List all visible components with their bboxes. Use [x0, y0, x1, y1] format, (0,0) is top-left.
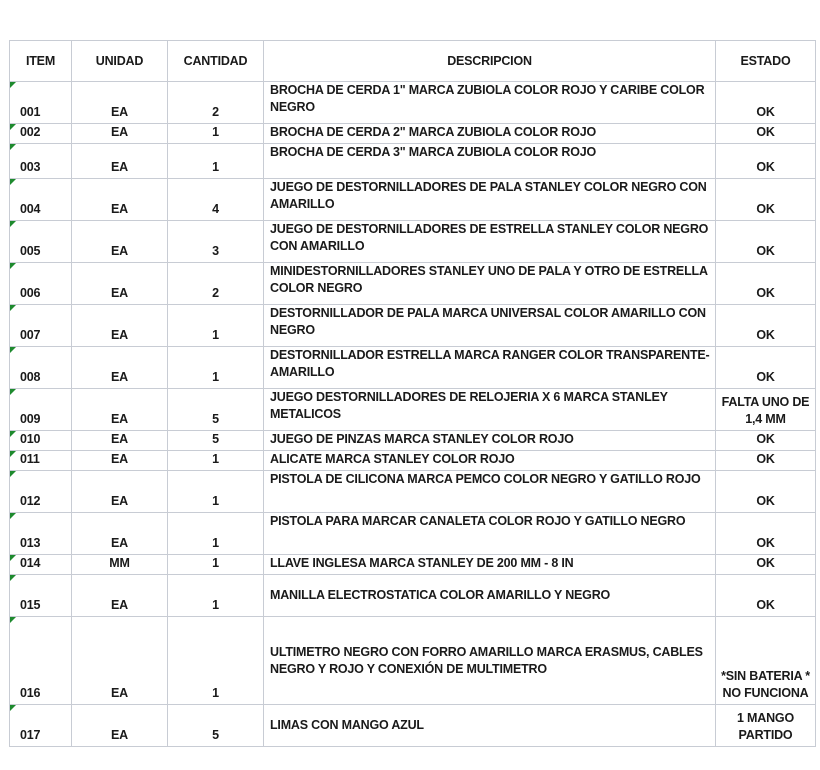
- cell-unidad: EA: [72, 575, 168, 617]
- cell-estado: *SIN BATERIA * NO FUNCIONA: [716, 617, 816, 705]
- cell-unidad: EA: [72, 144, 168, 179]
- cell-item: [10, 82, 72, 124]
- table-row: [10, 179, 816, 221]
- cell-unidad: EA: [72, 221, 168, 263]
- cell-estado: OK: [716, 451, 816, 471]
- table-row: [10, 82, 816, 124]
- cell-descripcion: BROCHA DE CERDA 3" MARCA ZUBIOLA COLOR ROJO: [264, 144, 716, 179]
- item-number: 012: [20, 494, 41, 508]
- cell-item: [10, 263, 72, 305]
- inventory-table: [9, 40, 816, 747]
- cell-descripcion: MANILLA ELECTROSTATICA COLOR AMARILLO Y NEGRO: [264, 575, 716, 617]
- error-indicator-icon: [10, 471, 16, 477]
- error-indicator-icon: [10, 705, 16, 711]
- item-number: 013: [20, 536, 41, 550]
- cell-cantidad: 2: [168, 263, 264, 305]
- cell-descripcion: JUEGO DE PINZAS MARCA STANLEY COLOR ROJO: [264, 431, 716, 451]
- cell-item: [10, 144, 72, 179]
- cell-estado: OK: [716, 179, 816, 221]
- cell-descripcion: JUEGO DESTORNILLADORES DE RELOJERIA X 6 MARCA STANLEY METALICOS: [264, 389, 716, 431]
- error-indicator-icon: [10, 575, 16, 581]
- cell-descripcion: ULTIMETRO NEGRO CON FORRO AMARILLO MARCA ERASMUS, CABLES NEGRO Y ROJO Y CONEXIÓN DE MULTIMETRO: [264, 617, 716, 705]
- error-indicator-icon: [10, 513, 16, 519]
- cell-descripcion: DESTORNILLADOR DE PALA MARCA UNIVERSAL COLOR AMARILLO CON NEGRO: [264, 305, 716, 347]
- cell-item: [10, 305, 72, 347]
- item-number: 006: [20, 286, 41, 300]
- error-indicator-icon: [10, 555, 16, 561]
- cell-cantidad: 4: [168, 179, 264, 221]
- item-number: 005: [20, 244, 41, 258]
- cell-unidad: MM: [72, 555, 168, 575]
- cell-cantidad: 1: [168, 617, 264, 705]
- item-number: 004: [20, 202, 41, 216]
- cell-descripcion: BROCHA DE CERDA 2" MARCA ZUBIOLA COLOR ROJO: [264, 124, 716, 144]
- cell-unidad: EA: [72, 305, 168, 347]
- cell-unidad: EA: [72, 389, 168, 431]
- item-number: 003: [20, 160, 41, 174]
- table-row: [10, 305, 816, 347]
- item-number: 014: [20, 556, 41, 570]
- cell-estado: OK: [716, 431, 816, 451]
- cell-cantidad: 5: [168, 705, 264, 747]
- cell-descripcion: JUEGO DE DESTORNILLADORES DE ESTRELLA STANLEY COLOR NEGRO CON AMARILLO: [264, 221, 716, 263]
- cell-cantidad: 1: [168, 575, 264, 617]
- header-item: ITEM: [10, 41, 72, 82]
- cell-estado: OK: [716, 513, 816, 555]
- cell-item: [10, 705, 72, 747]
- cell-unidad: EA: [72, 617, 168, 705]
- cell-estado: OK: [716, 263, 816, 305]
- item-number: 017: [20, 728, 41, 742]
- inventory-sheet: [9, 40, 816, 747]
- cell-unidad: EA: [72, 431, 168, 451]
- table-row: [10, 705, 816, 747]
- cell-unidad: EA: [72, 471, 168, 513]
- error-indicator-icon: [10, 451, 16, 457]
- cell-cantidad: 1: [168, 555, 264, 575]
- cell-unidad: EA: [72, 263, 168, 305]
- cell-cantidad: 5: [168, 431, 264, 451]
- table-row: [10, 263, 816, 305]
- header-unidad: UNIDAD: [72, 41, 168, 82]
- cell-cantidad: 1: [168, 144, 264, 179]
- header-cantidad: CANTIDAD: [168, 41, 264, 82]
- cell-estado: OK: [716, 471, 816, 513]
- cell-item: [10, 471, 72, 513]
- cell-descripcion: BROCHA DE CERDA 1" MARCA ZUBIOLA COLOR ROJO Y CARIBE COLOR NEGRO: [264, 82, 716, 124]
- cell-descripcion: MINIDESTORNILLADORES STANLEY UNO DE PALA Y OTRO DE ESTRELLA COLOR NEGRO: [264, 263, 716, 305]
- cell-item: [10, 179, 72, 221]
- table-row: [10, 347, 816, 389]
- cell-estado: FALTA UNO DE 1,4 MM: [716, 389, 816, 431]
- item-number: 001: [20, 105, 41, 119]
- cell-item: [10, 555, 72, 575]
- table-row: [10, 471, 816, 513]
- item-number: 002: [20, 125, 41, 139]
- cell-cantidad: 3: [168, 221, 264, 263]
- item-number: 009: [20, 412, 41, 426]
- error-indicator-icon: [10, 82, 16, 88]
- table-row: [10, 555, 816, 575]
- cell-item: [10, 347, 72, 389]
- item-number: 010: [20, 432, 41, 446]
- error-indicator-icon: [10, 305, 16, 311]
- cell-descripcion: LLAVE INGLESA MARCA STANLEY DE 200 MM - 8 IN: [264, 555, 716, 575]
- error-indicator-icon: [10, 124, 16, 130]
- cell-item: [10, 389, 72, 431]
- error-indicator-icon: [10, 179, 16, 185]
- cell-cantidad: 1: [168, 124, 264, 144]
- cell-estado: OK: [716, 221, 816, 263]
- table-row: [10, 389, 816, 431]
- cell-item: [10, 451, 72, 471]
- cell-cantidad: 1: [168, 471, 264, 513]
- table-row: [10, 431, 816, 451]
- cell-cantidad: 1: [168, 305, 264, 347]
- table-row: [10, 513, 816, 555]
- error-indicator-icon: [10, 221, 16, 227]
- item-number: 007: [20, 328, 41, 342]
- cell-estado: OK: [716, 124, 816, 144]
- cell-item: [10, 513, 72, 555]
- cell-item: [10, 221, 72, 263]
- table-row: [10, 617, 816, 705]
- error-indicator-icon: [10, 431, 16, 437]
- cell-descripcion: JUEGO DE DESTORNILLADORES DE PALA STANLEY COLOR NEGRO CON AMARILLO: [264, 179, 716, 221]
- cell-unidad: EA: [72, 82, 168, 124]
- table-row: [10, 575, 816, 617]
- table-row: [10, 451, 816, 471]
- cell-unidad: EA: [72, 513, 168, 555]
- cell-unidad: EA: [72, 179, 168, 221]
- cell-estado: 1 MANGO PARTIDO: [716, 705, 816, 747]
- cell-unidad: EA: [72, 451, 168, 471]
- error-indicator-icon: [10, 617, 16, 623]
- error-indicator-icon: [10, 144, 16, 150]
- cell-cantidad: 1: [168, 347, 264, 389]
- cell-estado: OK: [716, 347, 816, 389]
- cell-descripcion: LIMAS CON MANGO AZUL: [264, 705, 716, 747]
- cell-unidad: EA: [72, 124, 168, 144]
- cell-estado: OK: [716, 305, 816, 347]
- cell-cantidad: 1: [168, 513, 264, 555]
- table-row: [10, 124, 816, 144]
- table-body: [10, 82, 816, 747]
- item-number: 011: [20, 452, 40, 466]
- cell-estado: OK: [716, 82, 816, 124]
- header-estado: ESTADO: [716, 41, 816, 82]
- cell-estado: OK: [716, 144, 816, 179]
- cell-item: [10, 124, 72, 144]
- cell-descripcion: ALICATE MARCA STANLEY COLOR ROJO: [264, 451, 716, 471]
- item-number: 016: [20, 686, 41, 700]
- item-number: 015: [20, 598, 41, 612]
- cell-estado: OK: [716, 575, 816, 617]
- cell-cantidad: 1: [168, 451, 264, 471]
- cell-item: [10, 575, 72, 617]
- cell-estado: OK: [716, 555, 816, 575]
- error-indicator-icon: [10, 347, 16, 353]
- cell-cantidad: 2: [168, 82, 264, 124]
- table-row: [10, 144, 816, 179]
- cell-item: [10, 617, 72, 705]
- cell-item: [10, 431, 72, 451]
- cell-descripcion: PISTOLA DE CILICONA MARCA PEMCO COLOR NEGRO Y GATILLO ROJO: [264, 471, 716, 513]
- header-descripcion: DESCRIPCION: [264, 41, 716, 82]
- item-number: 008: [20, 370, 41, 384]
- cell-unidad: EA: [72, 705, 168, 747]
- cell-descripcion: PISTOLA PARA MARCAR CANALETA COLOR ROJO Y GATILLO NEGRO: [264, 513, 716, 555]
- error-indicator-icon: [10, 389, 16, 395]
- table-row: [10, 221, 816, 263]
- cell-descripcion: DESTORNILLADOR ESTRELLA MARCA RANGER COLOR TRANSPARENTE-AMARILLO: [264, 347, 716, 389]
- cell-unidad: EA: [72, 347, 168, 389]
- error-indicator-icon: [10, 263, 16, 269]
- header-row: [10, 41, 816, 82]
- cell-cantidad: 5: [168, 389, 264, 431]
